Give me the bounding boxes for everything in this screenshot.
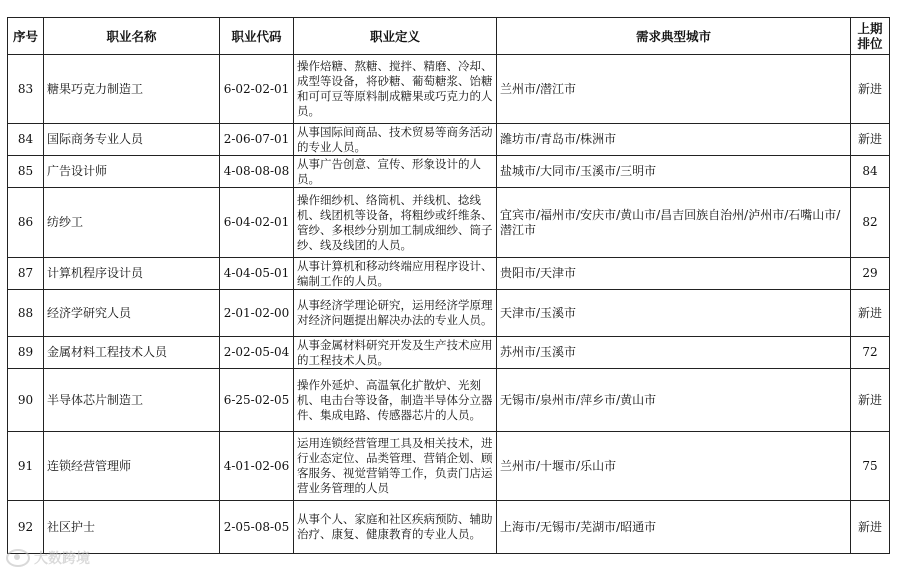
cell-cities: 兰州市/潜江市 <box>497 55 851 124</box>
cell-cities: 苏州市/玉溪市 <box>497 337 851 369</box>
table-row <box>8 55 890 124</box>
cell-cities: 潍坊市/青岛市/株洲市 <box>497 124 851 156</box>
cell-seq: 84 <box>8 124 44 156</box>
cell-code: 6-02-02-01 <box>220 55 294 124</box>
cell-rank: 新进 <box>851 55 890 124</box>
cell-seq: 91 <box>8 432 44 501</box>
cell-rank: 75 <box>851 432 890 501</box>
cell-name: 糖果巧克力制造工 <box>44 55 220 124</box>
cell-definition: 运用连锁经营管理工具及相关技术，进行业态定位、品类管理、营销企划、顾客服务、视觉营销等工作，负责门店运营业务管理的人员 <box>294 432 497 501</box>
cell-definition: 从事个人、家庭和社区疾病预防、辅助治疗、康复、健康教育的专业人员。 <box>294 501 497 554</box>
cell-rank: 29 <box>851 258 890 290</box>
watermark-text: 大数跨境 <box>34 551 90 567</box>
cell-cities: 上海市/无锡市/芜湖市/昭通市 <box>497 501 851 554</box>
cell-seq: 87 <box>8 258 44 290</box>
table-header <box>8 18 890 55</box>
cell-code: 4-08-08-08 <box>220 156 294 188</box>
table-row <box>8 258 890 290</box>
table-row <box>8 432 890 501</box>
cell-definition: 从事国际间商品、技术贸易等商务活动的专业人员。 <box>294 124 497 156</box>
cell-seq: 85 <box>8 156 44 188</box>
occupation-table <box>7 17 890 554</box>
cell-code: 4-01-02-06 <box>220 432 294 501</box>
cell-code: 2-02-05-04 <box>220 337 294 369</box>
cell-name: 广告设计师 <box>44 156 220 188</box>
cell-definition: 从事计算机和移动终端应用程序设计、编制工作的人员。 <box>294 258 497 290</box>
cell-cities: 贵阳市/天津市 <box>497 258 851 290</box>
cell-code: 6-25-02-05 <box>220 369 294 432</box>
table-row <box>8 369 890 432</box>
cell-cities: 兰州市/十堰市/乐山市 <box>497 432 851 501</box>
cell-definition: 操作焙糖、熬糖、搅拌、精磨、冷却、成型等设备，将砂糖、葡萄糖浆、饴糖和可可豆等原料制成糖果或巧克力的人员。 <box>294 55 497 124</box>
cell-code: 6-04-02-01 <box>220 188 294 258</box>
cell-seq: 83 <box>8 55 44 124</box>
cell-name: 国际商务专业人员 <box>44 124 220 156</box>
table-row <box>8 501 890 554</box>
cell-seq: 89 <box>8 337 44 369</box>
cell-definition: 操作细纱机、络筒机、并线机、捻线机、线团机等设备，将粗纱或纤维条、管纱、多根纱分别加工制成细纱、筒子纱、线及线团的人员。 <box>294 188 497 258</box>
cell-rank: 84 <box>851 156 890 188</box>
cell-cities: 天津市/玉溪市 <box>497 290 851 337</box>
cell-name: 经济学研究人员 <box>44 290 220 337</box>
header-seq: 序号 <box>8 18 44 55</box>
watermark <box>6 548 90 568</box>
cell-code: 2-06-07-01 <box>220 124 294 156</box>
header-cities: 需求典型城市 <box>497 18 851 55</box>
cell-rank: 72 <box>851 337 890 369</box>
cell-rank: 82 <box>851 188 890 258</box>
header-name: 职业名称 <box>44 18 220 55</box>
cell-code: 2-05-08-05 <box>220 501 294 554</box>
cell-code: 2-01-02-00 <box>220 290 294 337</box>
table-row <box>8 188 890 258</box>
cell-definition: 从事经济学理论研究，运用经济学原理对经济问题提出解决办法的专业人员。 <box>294 290 497 337</box>
cell-rank: 新进 <box>851 369 890 432</box>
cell-seq: 92 <box>8 501 44 554</box>
table-row <box>8 156 890 188</box>
header-row <box>8 18 890 55</box>
cell-rank: 新进 <box>851 124 890 156</box>
cell-rank: 新进 <box>851 501 890 554</box>
watermark-logo-icon <box>6 549 30 567</box>
cell-name: 计算机程序设计员 <box>44 258 220 290</box>
table-row <box>8 337 890 369</box>
cell-name: 金属材料工程技术人员 <box>44 337 220 369</box>
cell-name: 连锁经营管理师 <box>44 432 220 501</box>
cell-definition: 从事金属材料研究开发及生产技术应用的工程技术人员。 <box>294 337 497 369</box>
cell-name: 纺纱工 <box>44 188 220 258</box>
cell-seq: 90 <box>8 369 44 432</box>
cell-rank: 新进 <box>851 290 890 337</box>
header-definition: 职业定义 <box>294 18 497 55</box>
table-row <box>8 124 890 156</box>
cell-cities: 盐城市/大同市/玉溪市/三明市 <box>497 156 851 188</box>
cell-seq: 88 <box>8 290 44 337</box>
cell-cities: 无锡市/泉州市/萍乡市/黄山市 <box>497 369 851 432</box>
header-code: 职业代码 <box>220 18 294 55</box>
cell-seq: 86 <box>8 188 44 258</box>
header-rank: 上期排位 <box>851 18 890 55</box>
table-body <box>8 55 890 554</box>
cell-code: 4-04-05-01 <box>220 258 294 290</box>
cell-name: 社区护士 <box>44 501 220 554</box>
cell-cities: 宜宾市/福州市/安庆市/黄山市/昌吉回族自治州/泸州市/石嘴山市/潜江市 <box>497 188 851 258</box>
cell-definition: 操作外延炉、高温氧化扩散炉、光刻机、电击台等设备，制造半导体分立器件、集成电路、传感器芯片的人员。 <box>294 369 497 432</box>
cell-definition: 从事广告创意、宣传、形象设计的人员。 <box>294 156 497 188</box>
cell-name: 半导体芯片制造工 <box>44 369 220 432</box>
table-row <box>8 290 890 337</box>
